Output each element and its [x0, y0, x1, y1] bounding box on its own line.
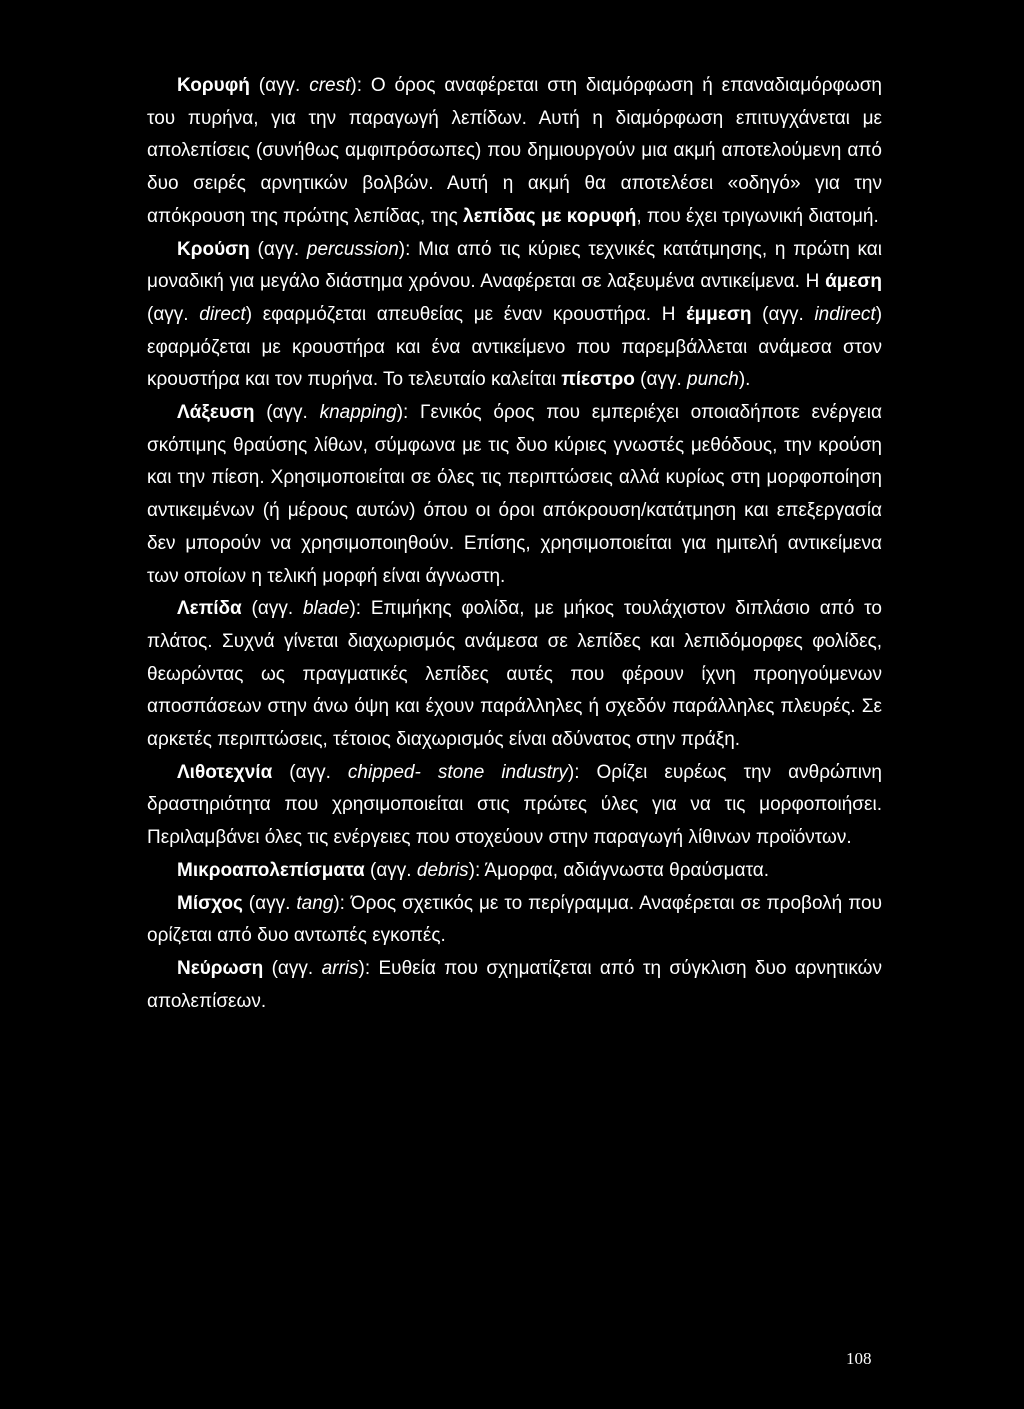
glossary-entry-knapping: Λάξευση (αγγ. knapping): Γενικός όρος που εμπεριέχει οποιαδήποτε ενέργεια σκόπιμης θραύσης λίθων, σύμφωνα με τις δυο κύριες γνωστές μεθόδους, την κρούση και την πίεση. Χρησιμοποιείται σε όλες τις περιπτώσεις αλλά κυρίως στη μορφοποίηση αντικειμένων (ή μέρους αυτών) όπου οι όροι απόκρουση/κατάτμηση και επεξεργασία δεν μπορούν να χρησιμοποιηθούν. Επίσης, χρησιμοποιείται για ημιτελή αντικείμενα των οποίων η τελική μορφή είναι άγνωστη. — [147, 402, 882, 587]
page-number: 108 — [846, 1349, 872, 1368]
english-term: indirect — [814, 303, 876, 325]
entry-definition: Επιμήκης φολίδα, με μήκος τουλάχιστον διπλάσιο από το πλάτος. Συχνά γίνεται διαχωρισμός ανάμεσα σε λεπίδες και λεπιδόμορφες φολίδες, θεωρώντας ως πραγματικές λεπίδες αυτές που φέρουν ίχνη προηγούμενων αποσπάσεων στην άνω όψη και έχουν παράλληλες ή σχεδόν παράλληλες πλευρές. Σε αρκετές περιπτώσεις, τέτοιος διαχωρισμός είναι αδύνατος στην πράξη. — [147, 598, 882, 751]
english-term: knapping — [319, 402, 397, 424]
entry-term: Κορυφή — [177, 75, 250, 96]
entry-term: Λάξευση — [177, 402, 255, 424]
english-term: blade — [302, 598, 350, 620]
english-term: percussion — [306, 238, 399, 260]
glossary-entry-percussion: Κρούση (αγγ. percussion): Μια από τις κύριες τεχνικές κατάτμησης, η πρώτη και μοναδική για μεγάλο διάστημα χρόνου. Αναφέρεται σε λαξευμένα αντικείμενα. Η άμεση (αγγ. direct) εφαρμόζεται απευθείας με έναν κρουστήρα. Η έμμεση (αγγ. indirect) εφαρμόζεται με κρουστήρα και ένα αντικείμενο που παρεμβάλλεται ανάμεσα στον κρουστήρα και τον πυρήνα. Το τελευταίο καλείται πίεστρο (αγγ. punch). — [147, 238, 883, 391]
entry-term: Λιθοτεχνία — [177, 761, 273, 783]
english-term: chipped- stone industry — [347, 761, 568, 783]
bold-term: λεπίδας με κορυφή — [463, 205, 637, 227]
glossary-entry-crest: Κορυφή (αγγ. crest): Ο όρος αναφέρεται στη διαμόρφωση ή επαναδιαμόρφωση του πυρήνα, για την παραγωγή λεπίδων. Αυτή η διαμόρφωση επιτυγχάνεται με απολεπίσεις (συνήθως αμφιπρόσωπες) που δημιουργούν μια ακμή αποτελούμενη από δυο σειρές αρνητικών βολβών. Αυτή η ακμή θα αποτελέσει «οδηγό» για την απόκρουση της πρώτης λεπίδας, της λεπίδας με κορυφή, που έχει τριγωνική διατομή. — [147, 75, 882, 227]
glossary-entry-chipped-stone-industry: Λιθοτεχνία (αγγ. chipped- stone industry): Ορίζει ευρέως την ανθρώπινη δραστηριότητα που χρησιμοποιείται στις πρώτες ύλες για να τις μορφοποιήσει. Περιλαμβάνει όλες τις ενέργειες που στοχεύουν στην παραγωγή λίθινων προϊόντων. — [147, 761, 882, 849]
entry-term: Μικροαπολεπίσματα — [177, 859, 365, 881]
entry-definition: Μια από τις κύριες τεχνικές κατάτμησης, η πρώτη και μοναδική για μεγάλο διάστημα χρόνου. Αναφέρεται σε λαξευμένα αντικείμενα. Η — [147, 238, 882, 293]
entry-definition: Γενικός όρος που εμπεριέχει οποιαδήποτε ενέργεια σκόπιμης θραύσης λίθων, σύμφωνα με τις δυο κύριες γνωστές μεθόδους, την κρούση και την πίεση. Χρησιμοποιείται σε όλες τις περιπτώσεις αλλά κυρίως στη μορφοποίηση αντικειμένων (ή μέρους αυτών) όπου οι όροι απόκρουση/κατάτμηση και επεξεργασία δεν μπορούν να χρησιμοποιηθούν. Επίσης, χρησιμοποιείται για ημιτελή αντικείμενα των οποίων η τελική μορφή είναι άγνωστη. — [147, 402, 882, 587]
bold-term: άμεση — [825, 271, 882, 293]
english-term: debris — [416, 859, 469, 881]
english-term: arris — [321, 957, 359, 979]
entry-definition: Ο όρος αναφέρεται στη διαμόρφωση ή επαναδιαμόρφωση του πυρήνα, για την παραγωγή λεπίδων. Αυτή η διαμόρφωση επιτυγχάνεται με απολεπίσεις (συνήθως αμφιπρόσωπες) που δημιουργούν μια ακμή αποτελούμενη από δυο σειρές αρνητικών βολβών. Αυτή η ακμή θα αποτελέσει «οδηγό» για την απόκρουση της πρώτης λεπίδας, της — [147, 75, 882, 227]
english-term: direct — [199, 303, 246, 325]
glossary-entry-blade: Λεπίδα (αγγ. blade): Επιμήκης φολίδα, με μήκος τουλάχιστον διπλάσιο από το πλάτος. Συχνά γίνεται διαχωρισμός ανάμεσα σε λεπίδες και λεπιδόμορφες φολίδες, θεωρώντας ως πραγματικές λεπίδες αυτές που φέρουν ίχνη προηγούμενων αποσπάσεων στην άνω όψη και έχουν παράλληλες ή σχεδόν παράλληλες πλευρές. Σε αρκετές περιπτώσεις, τέτοιος διαχωρισμός είναι αδύνατος στην πράξη. — [147, 598, 882, 751]
entry-term: Λεπίδα — [177, 598, 242, 620]
entry-term: Μίσχος — [177, 892, 243, 914]
english-term: tang — [296, 892, 334, 914]
bold-term: πίεστρο — [561, 369, 635, 391]
english-term: crest — [309, 75, 351, 96]
glossary-entry-arris: Νεύρωση (αγγ. arris): Ευθεία που σχηματίζεται από τη σύγκλιση δυο αρνητικών απολεπίσεων. — [147, 957, 883, 1012]
entry-definition: Ευθεία που σχηματίζεται από τη σύγκλιση δυο αρνητικών απολεπίσεων. — [147, 957, 883, 1012]
glossary-entry-debris: Μικροαπολεπίσματα (αγγ. debris): Άμορφα, αδιάγνωστα θραύσματα. — [177, 859, 770, 881]
bold-term: έμμεση — [686, 303, 752, 325]
entry-term: Κρούση — [177, 238, 250, 260]
entry-definition: Όρος σχετικός με το περίγραμμα. Αναφέρεται σε προβολή που ορίζεται από δυο αντωπές εγκοπές. — [147, 892, 882, 947]
entry-definition: Ορίζει ευρέως την ανθρώπινη δραστηριότητα που χρησιμοποιείται στις πρώτες ύλες για να τις μορφοποιήσει. Περιλαμβάνει όλες τις ενέργειες που στοχεύουν στην παραγωγή λίθινων προϊόντων. — [147, 761, 882, 849]
english-term: punch — [687, 369, 739, 391]
entry-definition: Άμορφα, αδιάγνωστα θραύσματα. — [484, 859, 770, 881]
glossary-page — [147, 70, 882, 1018]
glossary-entry-tang: Μίσχος (αγγ. tang): Όρος σχετικός με το περίγραμμα. Αναφέρεται σε προβολή που ορίζεται από δυο αντωπές εγκοπές. — [147, 892, 882, 947]
entry-term: Νεύρωση — [177, 957, 264, 979]
